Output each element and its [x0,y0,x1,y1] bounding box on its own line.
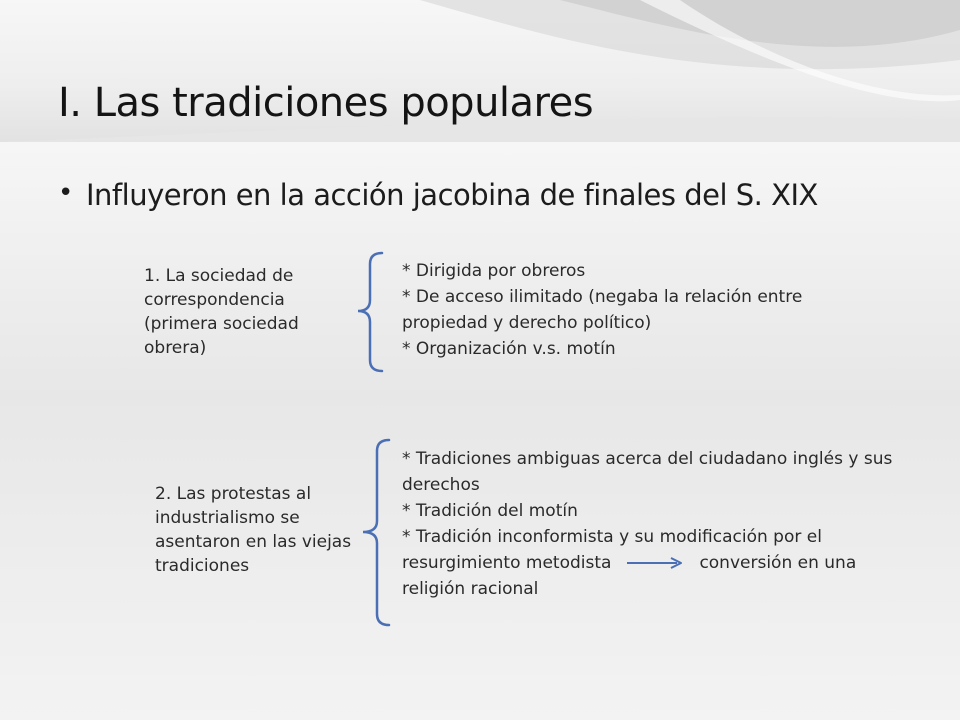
group1-items [402,258,882,362]
curly-brace-icon [350,250,390,376]
group2-items [402,446,902,602]
curly-brace-icon [355,437,395,629]
group1-label: 1. La sociedad de correspondencia (primera sociedad obrera) [144,266,299,358]
list-item-text: conversión en una religión racional [402,553,857,599]
list-item [402,524,902,602]
list-item: * De acceso ilimitado (negaba la relación entre propiedad y derecho político) [402,287,803,333]
group2-label: 2. Las protestas al industrialismo se asentaron en las viejas tradiciones [155,484,352,576]
list-item: * Dirigida por obreros [402,261,586,281]
list-item-text: * Tradición inconformista y su modificación por el resurgimiento metodista [402,527,822,573]
list-item: * Organización v.s. motín [402,339,616,359]
arrow-right-icon [625,556,685,570]
slide-title: I. Las tradiciones populares [58,80,594,126]
list-item: * Tradición del motín [402,501,578,521]
bullet-dot-icon: • [58,178,74,208]
bullet-point [58,178,818,212]
title-header-band [0,0,960,142]
bullet-text: Influyeron en la acción jacobina de finales del S. XIX [86,178,818,212]
list-item: * Tradiciones ambiguas acerca del ciudadano inglés y sus derechos [402,449,893,495]
